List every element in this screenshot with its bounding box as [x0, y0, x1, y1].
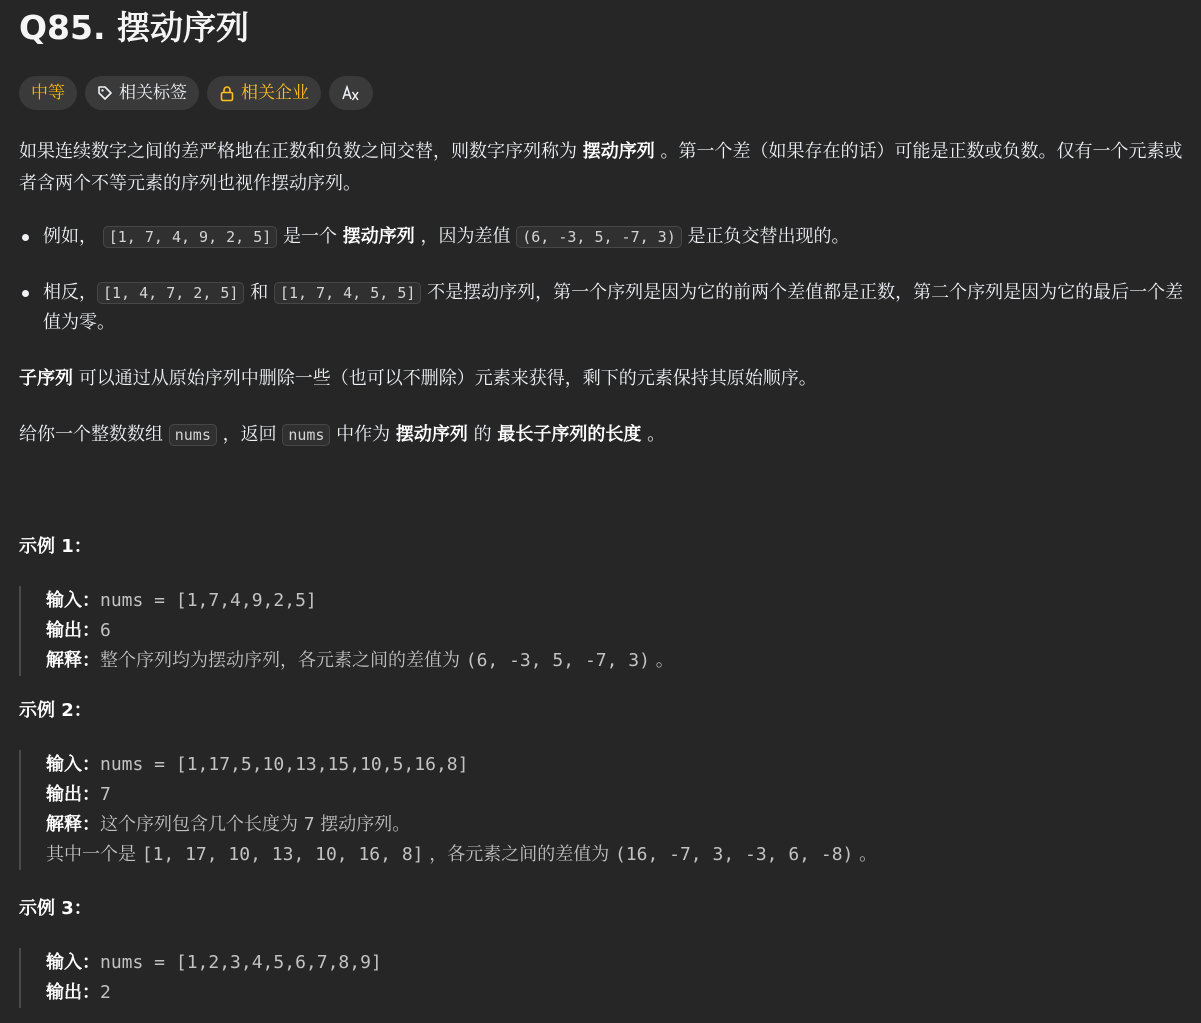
example-explain-line	[46, 810, 1189, 840]
example-title: 示例 3：	[19, 898, 92, 919]
example-explain-line	[46, 646, 1189, 676]
inline-code: (6, -3, 5, -7, 3)	[516, 226, 682, 248]
example-output-line	[46, 780, 1189, 810]
inline-code: [1, 4, 7, 2, 5]	[97, 282, 244, 304]
text: 相反，	[43, 282, 97, 303]
inline-code: [1, 7, 4, 5, 5]	[274, 282, 421, 304]
input-value: nums = [1,7,4,9,2,5]	[100, 590, 317, 611]
difficulty-label: 中等	[31, 83, 65, 103]
text: 。第一个差（如果存在的话）可能是正数或负数。仅有一个元素或者含两个不等元素的序列也视作摆动序列。	[19, 141, 1183, 194]
problem-title: Q85. 摆动序列	[19, 8, 250, 47]
inline-code: [1, 7, 4, 9, 2, 5]	[103, 226, 278, 248]
related-companies-button[interactable]	[207, 76, 321, 110]
text: 中作为	[330, 424, 396, 445]
output-label: 输出：	[46, 784, 100, 805]
example-output-line	[46, 616, 1189, 646]
input-label: 输入：	[46, 754, 100, 775]
text: ，因为差值	[414, 226, 517, 247]
text: 的	[467, 424, 498, 445]
related-companies-label: 相关企业	[241, 83, 309, 103]
difficulty-badge	[19, 76, 77, 110]
bold-term: 最长子序列的长度	[497, 424, 642, 445]
inline-code: nums	[169, 424, 217, 446]
lock-icon	[219, 85, 235, 102]
explain-text: 整个序列均为摆动序列，各元素之间的差值为	[100, 650, 466, 671]
tag-icon	[97, 85, 113, 101]
text: 是一个	[277, 226, 343, 247]
explain-code: (6, -3, 5, -7, 3)	[465, 650, 650, 671]
output-value: 2	[100, 982, 111, 1003]
text: 是正负交替出现的。	[681, 226, 850, 247]
text: 给你一个整数数组	[19, 424, 169, 445]
example-output-line	[46, 978, 1189, 1008]
text: 如果连续数字之间的差严格地在正数和负数之间交替，则数字序列称为	[19, 141, 583, 162]
output-label: 输出：	[46, 620, 100, 641]
explain-code: (16, -7, 3, -3, 6, -8)	[614, 844, 854, 865]
example-title: 示例 2：	[19, 700, 92, 721]
example-block	[19, 750, 1189, 870]
example-input-line	[46, 586, 1189, 616]
text: 。	[641, 424, 666, 445]
output-label: 输出：	[46, 982, 100, 1003]
task-paragraph	[19, 420, 1189, 450]
example-title: 示例 1：	[19, 536, 92, 557]
bullet-list	[19, 222, 1189, 338]
subsequence-paragraph	[19, 364, 1189, 394]
list-item	[19, 278, 1189, 338]
text: 可以通过从原始序列中删除一些（也可以不删除）元素来获得，剩下的元素保持其原始顺序。	[73, 368, 817, 389]
example-block	[19, 948, 1189, 1008]
text: 不是摆动序列，第一个序列是因为它的前两个差值都是正数，第二个序列是因为它的最后一个差值为零。	[43, 282, 1184, 333]
input-label: 输入：	[46, 590, 100, 611]
translate-button[interactable]	[329, 76, 373, 110]
text: 和	[244, 282, 274, 303]
explain-text: 。	[649, 650, 674, 671]
example-extra-line	[46, 840, 1189, 870]
input-value: nums = [1,2,3,4,5,6,7,8,9]	[100, 952, 382, 973]
tag-bar	[19, 76, 373, 110]
problem-description	[19, 136, 1189, 1008]
explain-label: 解释：	[46, 650, 100, 671]
input-value: nums = [1,17,5,10,13,15,10,5,16,8]	[100, 754, 469, 775]
input-label: 输入：	[46, 952, 100, 973]
bold-term: 摆动序列	[582, 141, 655, 162]
output-value: 6	[100, 620, 111, 641]
inline-code: nums	[282, 424, 330, 446]
explain-text: 这个序列包含几个长度为	[100, 814, 304, 835]
translate-icon	[341, 84, 361, 102]
bold-term: 摆动序列	[395, 424, 468, 445]
explain-label: 解释：	[46, 814, 100, 835]
example-input-line	[46, 750, 1189, 780]
related-tags-label: 相关标签	[119, 83, 187, 103]
explain-text: ，各元素之间的差值为	[423, 844, 615, 865]
explain-code: 7	[303, 814, 315, 835]
bold-term: 子序列	[19, 368, 73, 389]
text: 例如，	[43, 226, 103, 247]
bold-term: 摆动序列	[342, 226, 415, 247]
related-tags-button[interactable]	[85, 76, 199, 110]
explain-text: 其中一个是	[46, 844, 142, 865]
example-block	[19, 586, 1189, 676]
explain-text: 。	[853, 844, 878, 865]
explain-code: [1, 17, 10, 13, 10, 16, 8]	[141, 844, 424, 865]
text: ，返回	[216, 424, 283, 445]
example-input-line	[46, 948, 1189, 978]
list-item	[19, 222, 1189, 252]
output-value: 7	[100, 784, 111, 805]
explain-text: 摆动序列。	[314, 814, 411, 835]
description-paragraph	[19, 136, 1189, 200]
